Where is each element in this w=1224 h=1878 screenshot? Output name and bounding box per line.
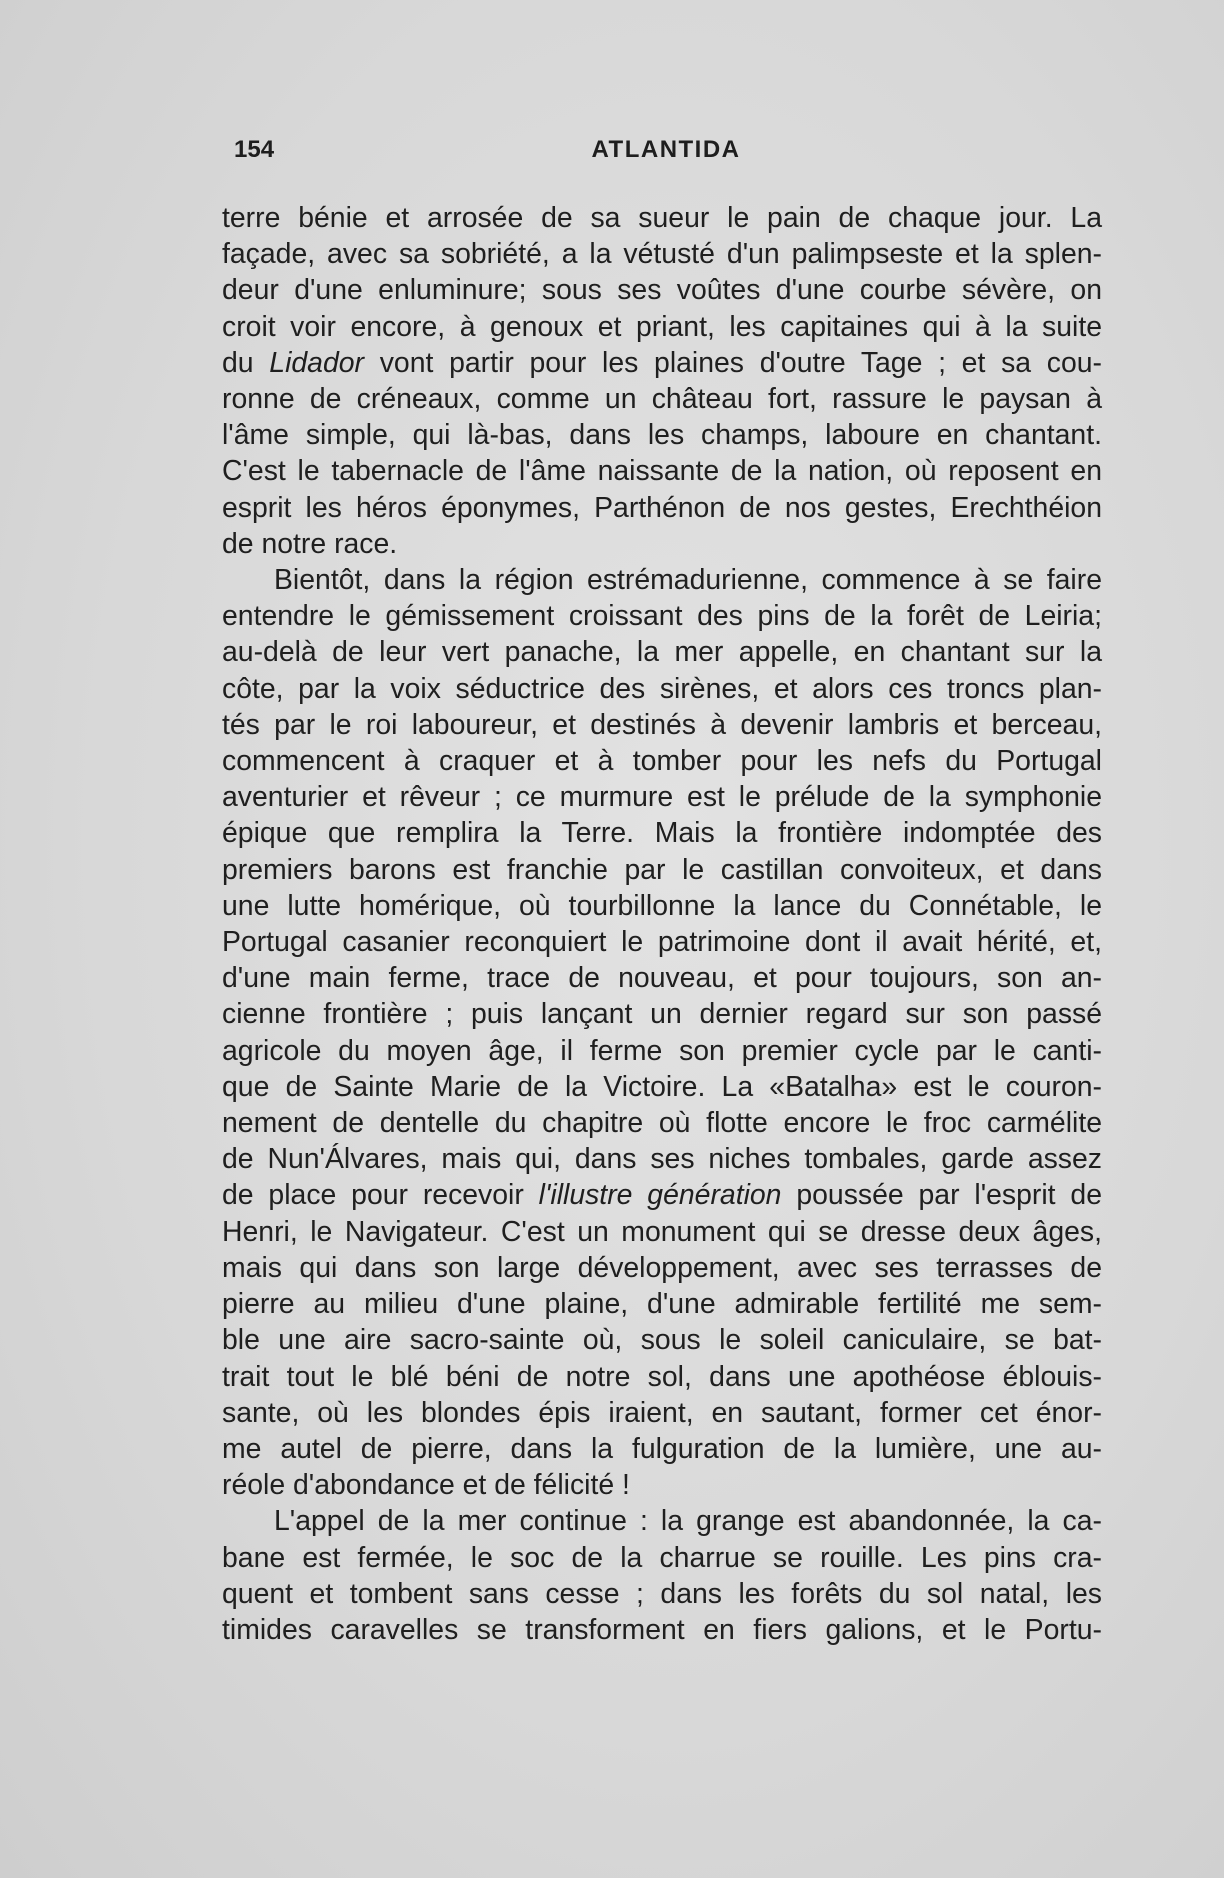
paragraph-3	[222, 1503, 1102, 1648]
text-line: commencent à craquer et à tomber pour les nefs du Portugal	[222, 745, 1102, 778]
text-line: timides caravelles se transforment en fiers galions, et le Portu-	[222, 1613, 1102, 1646]
text-line: du Lidador vont partir pour les plaines d'outre Tage ; et sa cou-	[222, 346, 1102, 379]
text-line: une lutte homérique, où tourbillonne la lance du Connétable, le	[222, 889, 1102, 922]
text-line: trait tout le blé béni de notre sol, dans une apothéose éblouis-	[222, 1360, 1102, 1393]
text-line: réole d'abondance et de félicité !	[222, 1469, 630, 1502]
text-line: ronne de créneaux, comme un château fort, rassure le paysan à	[222, 383, 1102, 416]
text-line: ble une aire sacro-sainte où, sous le soleil caniculaire, se bat-	[222, 1324, 1102, 1357]
page-number: 154	[234, 136, 275, 163]
text-line: façade, avec sa sobriété, a la vétusté d'un palimpseste et la splen-	[222, 238, 1102, 271]
text-line: que de Sainte Marie de la Victoire. La «Batalha» est le couron-	[222, 1070, 1102, 1103]
text-line: nement de dentelle du chapitre où flotte encore le froc carmélite	[222, 1107, 1102, 1140]
text-line: Henri, le Navigateur. C'est un monument qui se dresse deux âges,	[222, 1215, 1102, 1248]
text-line: quent et tombent sans cesse ; dans les forêts du sol natal, les	[222, 1577, 1102, 1610]
text-line: croit voir encore, à genoux et priant, les capitaines qui à la suite	[222, 310, 1102, 343]
text-line: Bientôt, dans la région estrémadurienne, commence à se faire	[274, 564, 1102, 597]
text-line: pierre au milieu d'une plaine, d'une admirable fertilité me sem-	[222, 1288, 1102, 1321]
text-line: mais qui dans son large développement, avec ses terrasses de	[222, 1251, 1102, 1284]
text-line: entendre le gémissement croissant des pins de la forêt de Leiria;	[222, 600, 1102, 633]
text-line: de Nun'Álvares, mais qui, dans ses niches tombales, garde assez	[222, 1143, 1102, 1176]
text-line: au-delà de leur vert panache, la mer appelle, en chantant sur la	[222, 636, 1102, 669]
text-line: de notre race.	[222, 527, 398, 560]
text-line: l'âme simple, qui là-bas, dans les champs, laboure en chantant.	[222, 419, 1102, 452]
text-line: C'est le tabernacle de l'âme naissante de la nation, où reposent en	[222, 455, 1102, 488]
paragraph-1	[222, 200, 1102, 562]
text-line: L'appel de la mer continue : la grange est abandonnée, la ca-	[274, 1505, 1102, 1538]
text-line: deur d'une enluminure; sous ses voûtes d'une courbe sévère, on	[222, 274, 1102, 307]
text-line: Portugal casanier reconquiert le patrimoine dont il avait hérité, et,	[222, 926, 1102, 959]
text-line: premiers barons est franchie par le castillan convoiteux, et dans	[222, 853, 1102, 886]
text-line: épique que remplira la Terre. Mais la frontière indomptée des	[222, 817, 1102, 850]
text-line: me autel de pierre, dans la fulguration de la lumière, une au-	[222, 1432, 1102, 1465]
text-line: terre bénie et arrosée de sa sueur le pain de chaque jour. La	[222, 202, 1102, 234]
paragraph-2	[222, 562, 1102, 1503]
text-line: aventurier et rêveur ; ce murmure est le prélude de la symphonie	[222, 781, 1102, 814]
text-line: cienne frontière ; puis lançant un dernier regard sur son passé	[222, 998, 1102, 1031]
text-line: de place pour recevoir l'illustre génération poussée par l'esprit de	[222, 1179, 1102, 1212]
running-title: ATLANTIDA	[591, 136, 741, 163]
text-line: tés par le roi laboureur, et destinés à devenir lambris et berceau,	[222, 708, 1102, 741]
body-text	[222, 200, 1102, 1648]
text-line: d'une main ferme, trace de nouveau, et pour toujours, son an-	[222, 962, 1102, 995]
text-line: bane est fermée, le soc de la charrue se rouille. Les pins cra-	[222, 1541, 1102, 1574]
page-header	[234, 136, 1098, 172]
text-line: côte, par la voix séductrice des sirènes, et alors ces troncs plan-	[222, 672, 1102, 705]
italic-phrase: Lidador	[269, 346, 365, 379]
text-line: sante, où les blondes épis iraient, en sautant, former cet énor-	[222, 1396, 1102, 1429]
text-line: esprit les héros éponymes, Parthénon de nos gestes, Erechthéion	[222, 491, 1102, 524]
text-line: agricole du moyen âge, il ferme son premier cycle par le canti-	[222, 1034, 1102, 1067]
italic-phrase: l'illustre génération	[538, 1179, 782, 1212]
